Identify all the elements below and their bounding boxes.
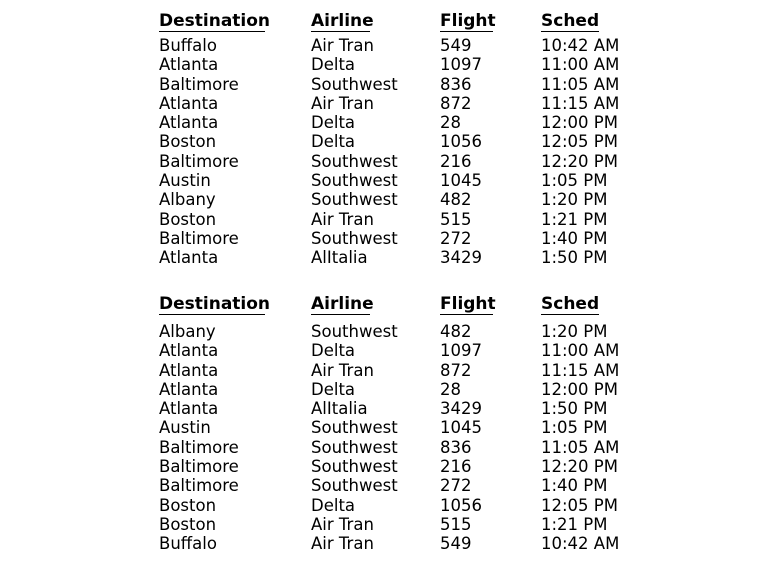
cell-destination: Baltimore bbox=[159, 74, 239, 94]
cell-flight: 872 bbox=[440, 360, 472, 380]
cell-sched: 11:05 AM bbox=[541, 437, 620, 457]
cell-airline: Delta bbox=[311, 132, 356, 152]
cell-airline: Air Tran bbox=[311, 534, 374, 554]
cell-airline: Southwest bbox=[311, 476, 398, 496]
cell-sched: 1:50 PM bbox=[541, 248, 608, 268]
cell-airline: Air Tran bbox=[311, 514, 374, 534]
cell-destination: Atlanta bbox=[159, 399, 219, 419]
cell-sched: 12:20 PM bbox=[541, 457, 618, 477]
cell-flight: 549 bbox=[440, 36, 472, 55]
cell-sched: 1:20 PM bbox=[541, 322, 608, 341]
cell-destination: Atlanta bbox=[159, 55, 219, 75]
cell-destination: Boston bbox=[159, 209, 217, 229]
cell-flight: 272 bbox=[440, 228, 472, 248]
cell-sched: 1:20 PM bbox=[541, 190, 608, 210]
cell-airline: Southwest bbox=[311, 74, 398, 94]
cell-airline: Air Tran bbox=[311, 93, 374, 113]
cell-sched: 11:00 AM bbox=[541, 55, 620, 75]
cell-flight: 482 bbox=[440, 322, 472, 341]
cell-destination: Boston bbox=[159, 495, 217, 515]
cell-flight: 28 bbox=[440, 113, 461, 133]
cell-destination: Austin bbox=[159, 171, 211, 191]
cell-airline: Delta bbox=[311, 495, 356, 515]
cell-destination: Buffalo bbox=[159, 36, 217, 55]
column-header-airline: Airline bbox=[311, 11, 374, 31]
cell-destination: Atlanta bbox=[159, 93, 219, 113]
cell-destination: Baltimore bbox=[159, 151, 239, 171]
cell-sched: 11:15 AM bbox=[541, 360, 620, 380]
cell-flight: 482 bbox=[440, 190, 472, 210]
column-header-flight: Flight bbox=[440, 294, 496, 314]
cell-destination: Atlanta bbox=[159, 379, 219, 399]
cell-airline: AlItalia bbox=[311, 248, 368, 268]
cell-destination: Boston bbox=[159, 132, 217, 152]
cell-flight: 549 bbox=[440, 534, 472, 554]
cell-flight: 216 bbox=[440, 151, 472, 171]
cell-airline: Air Tran bbox=[311, 360, 374, 380]
cell-airline: Southwest bbox=[311, 457, 398, 477]
cell-airline: Southwest bbox=[311, 418, 398, 438]
cell-destination: Albany bbox=[159, 322, 216, 341]
cell-flight: 216 bbox=[440, 457, 472, 477]
cell-flight: 3429 bbox=[440, 248, 482, 268]
cell-flight: 836 bbox=[440, 437, 472, 457]
cell-flight: 1097 bbox=[440, 341, 482, 361]
cell-destination: Baltimore bbox=[159, 437, 239, 457]
cell-sched: 11:15 AM bbox=[541, 93, 620, 113]
cell-sched: 12:05 PM bbox=[541, 495, 618, 515]
cell-sched: 1:21 PM bbox=[541, 514, 608, 534]
cell-destination: Atlanta bbox=[159, 113, 219, 133]
cell-sched: 1:40 PM bbox=[541, 228, 608, 248]
cell-destination: Atlanta bbox=[159, 341, 219, 361]
cell-sched: 12:20 PM bbox=[541, 151, 618, 171]
cell-sched: 1:21 PM bbox=[541, 209, 608, 229]
cell-flight: 515 bbox=[440, 209, 472, 229]
column-header-airline: Airline bbox=[311, 294, 374, 314]
column-header-destination: Destination bbox=[159, 11, 271, 31]
cell-sched: 10:42 AM bbox=[541, 36, 620, 55]
cell-destination: Boston bbox=[159, 514, 217, 534]
cell-airline: Delta bbox=[311, 341, 356, 361]
cell-flight: 836 bbox=[440, 74, 472, 94]
cell-flight: 1056 bbox=[440, 132, 482, 152]
cell-sched: 1:05 PM bbox=[541, 418, 608, 438]
cell-sched: 11:05 AM bbox=[541, 74, 620, 94]
cell-sched: 12:00 PM bbox=[541, 113, 618, 133]
cell-airline: AlItalia bbox=[311, 399, 368, 419]
cell-airline: Southwest bbox=[311, 437, 398, 457]
cell-airline: Southwest bbox=[311, 322, 398, 341]
cell-airline: Delta bbox=[311, 113, 356, 133]
cell-flight: 515 bbox=[440, 514, 472, 534]
cell-sched: 12:05 PM bbox=[541, 132, 618, 152]
cell-flight: 1097 bbox=[440, 55, 482, 75]
cell-sched: 1:05 PM bbox=[541, 171, 608, 191]
cell-sched: 1:40 PM bbox=[541, 476, 608, 496]
cell-airline: Delta bbox=[311, 55, 356, 75]
column-header-sched: Sched bbox=[541, 11, 600, 31]
cell-destination: Albany bbox=[159, 190, 216, 210]
cell-airline: Southwest bbox=[311, 228, 398, 248]
cell-flight: 872 bbox=[440, 93, 472, 113]
cell-destination: Austin bbox=[159, 418, 211, 438]
cell-sched: 11:00 AM bbox=[541, 341, 620, 361]
cell-flight: 28 bbox=[440, 379, 461, 399]
cell-destination: Baltimore bbox=[159, 228, 239, 248]
column-header-flight: Flight bbox=[440, 11, 496, 31]
cell-destination: Atlanta bbox=[159, 360, 219, 380]
cell-flight: 3429 bbox=[440, 399, 482, 419]
cell-sched: 10:42 AM bbox=[541, 534, 620, 554]
cell-destination: Baltimore bbox=[159, 476, 239, 496]
cell-flight: 272 bbox=[440, 476, 472, 496]
cell-flight: 1045 bbox=[440, 418, 482, 438]
cell-sched: 12:00 PM bbox=[541, 379, 618, 399]
cell-airline: Delta bbox=[311, 379, 356, 399]
cell-flight: 1045 bbox=[440, 171, 482, 191]
cell-destination: Buffalo bbox=[159, 534, 217, 554]
cell-flight: 1056 bbox=[440, 495, 482, 515]
cell-airline: Southwest bbox=[311, 171, 398, 191]
column-header-destination: Destination bbox=[159, 294, 271, 314]
cell-airline: Air Tran bbox=[311, 36, 374, 55]
column-header-sched: Sched bbox=[541, 294, 600, 314]
cell-airline: Southwest bbox=[311, 190, 398, 210]
cell-airline: Air Tran bbox=[311, 209, 374, 229]
cell-sched: 1:50 PM bbox=[541, 399, 608, 419]
cell-airline: Southwest bbox=[311, 151, 398, 171]
cell-destination: Baltimore bbox=[159, 457, 239, 477]
cell-destination: Atlanta bbox=[159, 248, 219, 268]
